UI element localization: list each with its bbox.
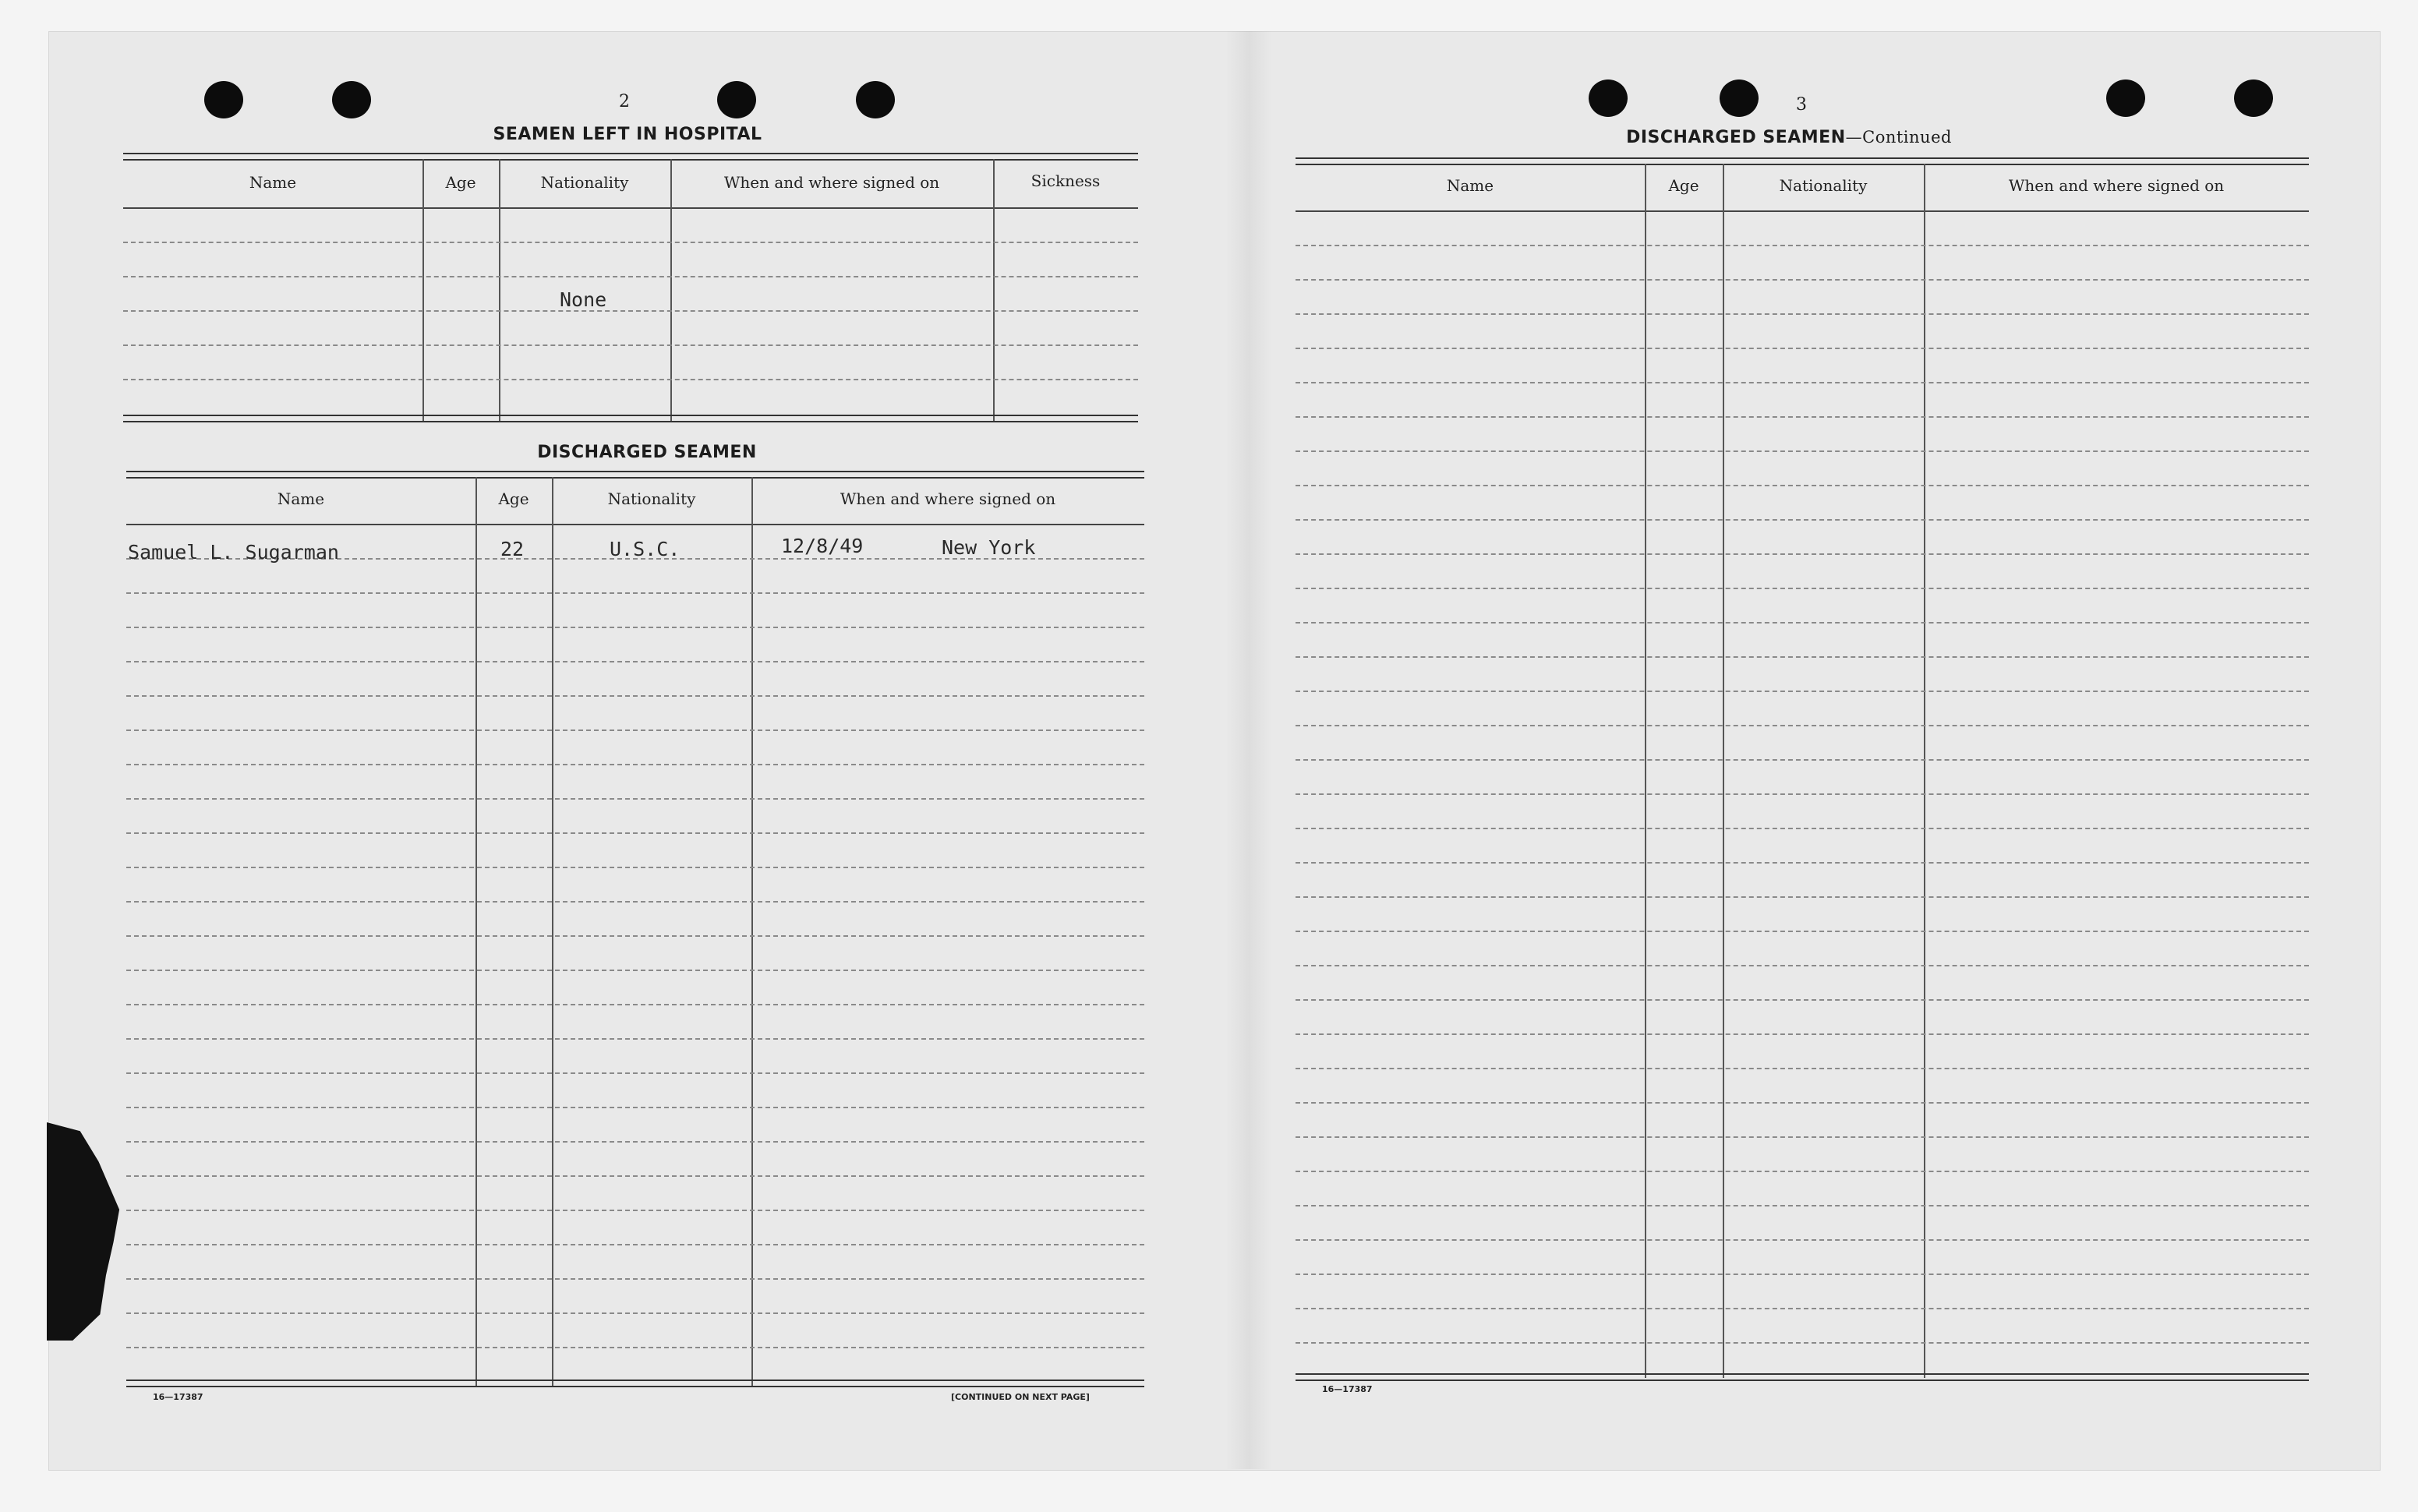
title-text: DISCHARGED SEAMEN [1626, 128, 1846, 147]
column-header-nationality: Nationality [607, 489, 696, 508]
punch-hole [717, 81, 756, 118]
discharged-table-left [126, 471, 1144, 1390]
page-number-right: 3 [1796, 95, 1807, 115]
discharged-table-right [1296, 157, 2309, 1383]
seaman-signed-date: 12/8/49 [781, 535, 864, 557]
punch-hole [856, 81, 895, 118]
hospital-none-entry: None [560, 288, 607, 311]
column-header-age: Age [1668, 176, 1699, 195]
punch-hole [1589, 79, 1628, 117]
column-header-name: Name [277, 489, 325, 508]
page-number-left: 2 [619, 92, 630, 111]
form-number-left: 16—17387 [153, 1392, 203, 1402]
punch-hole [204, 81, 243, 118]
column-header-nationality: Nationality [540, 173, 629, 192]
punch-hole [2234, 79, 2273, 117]
column-header-signed-on: When and where signed on [723, 173, 940, 192]
column-header-name: Name [1446, 176, 1494, 195]
discharged-continued-title [1559, 128, 2019, 147]
title-suffix: —Continued [1845, 128, 1952, 147]
discharged-section-title: DISCHARGED SEAMEN [537, 443, 757, 462]
column-header-age: Age [498, 489, 529, 508]
seaman-age: 22 [500, 538, 525, 560]
continued-note: [CONTINUED ON NEXT PAGE] [951, 1392, 1090, 1402]
hospital-table [123, 153, 1138, 426]
column-header-age: Age [445, 173, 476, 192]
seaman-name: Samuel L. Sugarman [128, 541, 339, 563]
column-header-nationality: Nationality [1779, 176, 1868, 195]
punch-hole [2106, 79, 2145, 117]
column-header-signed-on: When and where signed on [2008, 176, 2225, 195]
seaman-signed-place: New York [942, 536, 1036, 559]
hospital-section-title: SEAMEN LEFT IN HOSPITAL [493, 125, 762, 144]
column-header-sickness: Sickness [1030, 171, 1101, 190]
form-number-right: 16—17387 [1322, 1384, 1373, 1394]
punch-hole [332, 81, 371, 118]
punch-hole [1720, 79, 1759, 117]
seaman-nationality: U.S.C. [610, 538, 681, 560]
column-header-signed-on: When and where signed on [840, 489, 1056, 508]
column-header-name: Name [249, 173, 297, 192]
center-fold [1225, 31, 1272, 1469]
